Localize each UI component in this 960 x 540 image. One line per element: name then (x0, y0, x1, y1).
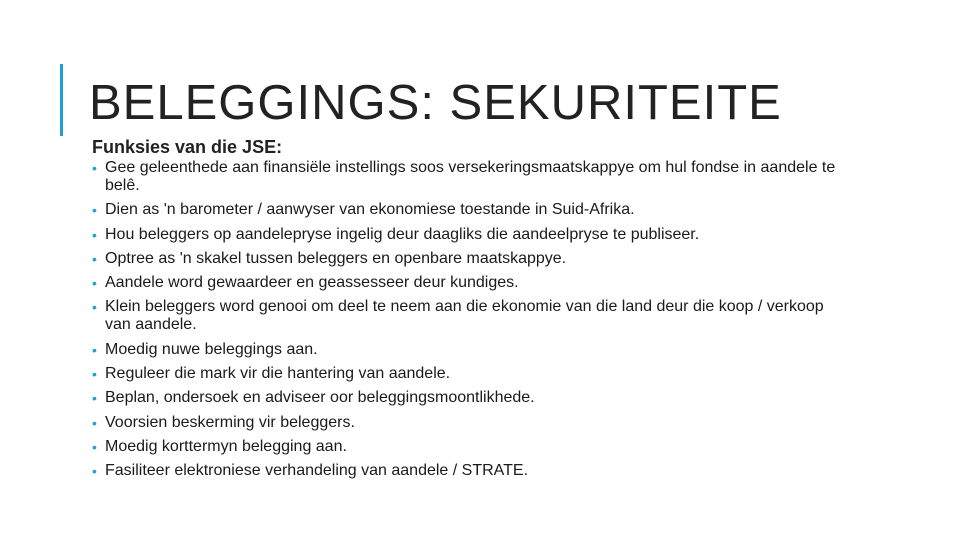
bullet-text: Voorsien beskerming vir beleggers. (105, 413, 355, 431)
bullet-icon: • (92, 341, 97, 358)
bullet-text: Gee geleenthede aan finansiële instellings soos versekeringsmaatskappye om hul fondse in aandele te belê. (105, 159, 836, 194)
bullet-item (92, 274, 852, 292)
bullet-icon: • (92, 366, 97, 383)
bullet-icon: • (92, 160, 97, 176)
bullet-item (92, 159, 852, 195)
bullet-text: Fasiliteer elektroniese verhandeling van aandele / STRATE. (105, 462, 529, 480)
bullet-item (92, 201, 852, 219)
bullet-text: Klein beleggers word genooi om deel te neem aan die ekonomie van die land deur die koop / verkoop van aandele. (105, 298, 824, 334)
bullet-item (92, 414, 852, 432)
bullet-icon: • (92, 226, 97, 243)
bullet-icon: • (92, 438, 97, 455)
bullet-text: Aandele word gewaardeer en geassesseer deur kundiges. (105, 274, 519, 292)
bullet-icon: • (92, 202, 97, 219)
bullet-text: Reguleer die mark vir die hantering van aandele. (105, 365, 451, 383)
bullet-icon: • (92, 463, 97, 480)
bullet-text: Moedig nuwe beleggings aan. (105, 340, 318, 358)
bullet-item (92, 250, 852, 268)
bullet-text: Dien as 'n barometer / aanwyser van ekonomiese toestande in Suid-Afrika. (105, 201, 635, 219)
bullet-text: Optree as 'n skakel tussen beleggers en openbare maatskappye. (105, 249, 567, 267)
bullet-icon: • (92, 275, 97, 292)
bullet-icon: • (92, 299, 97, 316)
bullet-text: Hou beleggers op aandelepryse ingelig deur daagliks die aandeelpryse te publiseer. (105, 225, 700, 243)
bullet-icon: • (92, 390, 97, 407)
bullet-text: Moedig korttermyn belegging aan. (105, 437, 347, 455)
bullet-item (92, 438, 852, 456)
section-subtitle: Funksies van die JSE: (92, 137, 283, 157)
bullet-icon: • (92, 250, 97, 267)
bullet-icon: • (92, 414, 97, 431)
bullet-item (92, 341, 852, 359)
bullet-item (92, 298, 852, 334)
bullet-text: Beplan, ondersoek en adviseer oor beleggingsmoontlikhede. (105, 389, 535, 407)
title-accent-bar (60, 64, 63, 136)
bullet-list (92, 159, 852, 487)
slide-title: BELEGGINGS: SEKURITEITE (89, 76, 782, 130)
bullet-item (92, 226, 852, 244)
bullet-item (92, 389, 852, 407)
bullet-item (92, 462, 852, 480)
bullet-item (92, 365, 852, 383)
